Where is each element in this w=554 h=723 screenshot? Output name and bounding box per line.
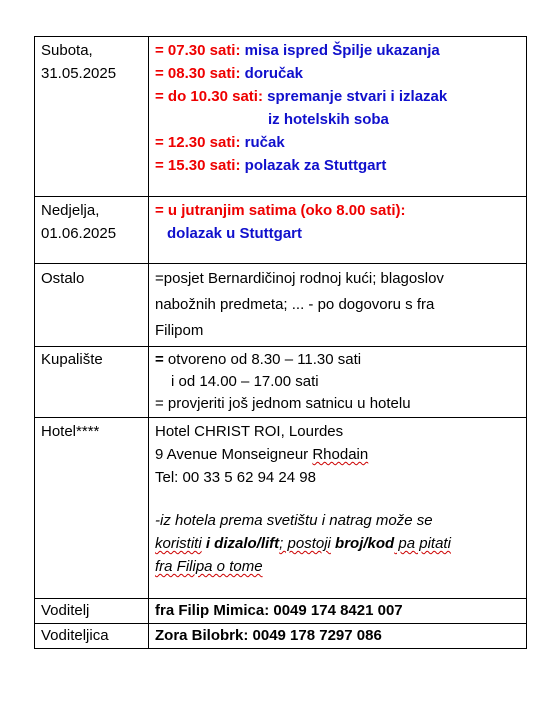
day-name: Nedjelja,: [41, 202, 100, 219]
day-label-subota: [35, 37, 149, 197]
label-kupaliste: Kupalište: [35, 347, 149, 418]
label-ostalo: Ostalo: [35, 264, 149, 347]
day-name: Subota,: [41, 42, 93, 59]
label-voditelj: Voditelj: [35, 599, 149, 624]
ostalo-line: Filipom: [155, 322, 204, 339]
spacer: [155, 489, 520, 509]
hotel-note: koristiti i dizalo/lift; postoji broj/kod pa pitati: [155, 535, 451, 552]
day-label-nedjelja: [35, 197, 149, 264]
row-kupaliste: [35, 347, 527, 418]
schedule-subota: [149, 37, 527, 197]
hotel-note: fra Filipa o tome: [155, 558, 263, 575]
schedule-item: = do 10.30 sati: spremanje stvari i izlazak: [155, 88, 448, 105]
schedule-item: = 08.30 sati: doručak: [155, 65, 304, 82]
kupaliste-hours: = otvoreno od 8.30 – 11.30 sati: [155, 351, 362, 368]
schedule-item: = 12.30 sati: ručak: [155, 134, 285, 151]
ostalo-text: [149, 264, 527, 347]
hotel-info: [149, 418, 527, 599]
kupaliste-text: [149, 347, 527, 418]
schedule-nedjelja: [149, 197, 527, 264]
hotel-note: -iz hotela prema svetištu i natrag može se: [155, 512, 433, 529]
schedule-activity: dolazak u Stuttgart: [167, 225, 303, 242]
schedule-time: = u jutranjim satima (oko 8.00 sati):: [155, 202, 406, 219]
row-voditelj: [35, 599, 527, 624]
hotel-name: Hotel CHRIST ROI, Lourdes: [155, 423, 344, 440]
day-date: 31.05.2025: [41, 65, 117, 82]
itinerary-table: [34, 36, 527, 649]
row-nedjelja: [35, 197, 527, 264]
kupaliste-note: = provjeriti još jednom satnicu u hotelu: [155, 395, 411, 412]
row-voditeljica: [35, 624, 527, 649]
label-hotel: Hotel****: [35, 418, 149, 599]
ostalo-line: =posjet Bernardičinoj rodnoj kući; blagoslov: [155, 270, 444, 287]
schedule-item: = 07.30 sati: misa ispred Špilje ukazanja: [155, 42, 440, 59]
schedule-item: = 15.30 sati: polazak za Stuttgart: [155, 157, 387, 174]
hotel-phone: Tel: 00 33 5 62 94 24 98: [155, 469, 316, 486]
voditeljica-contact: Zora Bilobrk: 0049 178 7297 086: [149, 624, 527, 649]
row-ostalo: [35, 264, 527, 347]
ostalo-line: nabožnih predmeta; ... - po dogovoru s fra: [155, 296, 435, 313]
row-subota: [35, 37, 527, 197]
label-voditeljica: Voditeljica: [35, 624, 149, 649]
hotel-address: 9 Avenue Monseigneur Rhodain: [155, 446, 369, 463]
row-hotel: [35, 418, 527, 599]
schedule-item-continued: iz hotelskih soba: [268, 111, 389, 128]
day-date: 01.06.2025: [41, 225, 117, 242]
kupaliste-hours: i od 14.00 – 17.00 sati: [171, 373, 319, 390]
voditelj-contact: fra Filip Mimica: 0049 174 8421 007: [149, 599, 527, 624]
